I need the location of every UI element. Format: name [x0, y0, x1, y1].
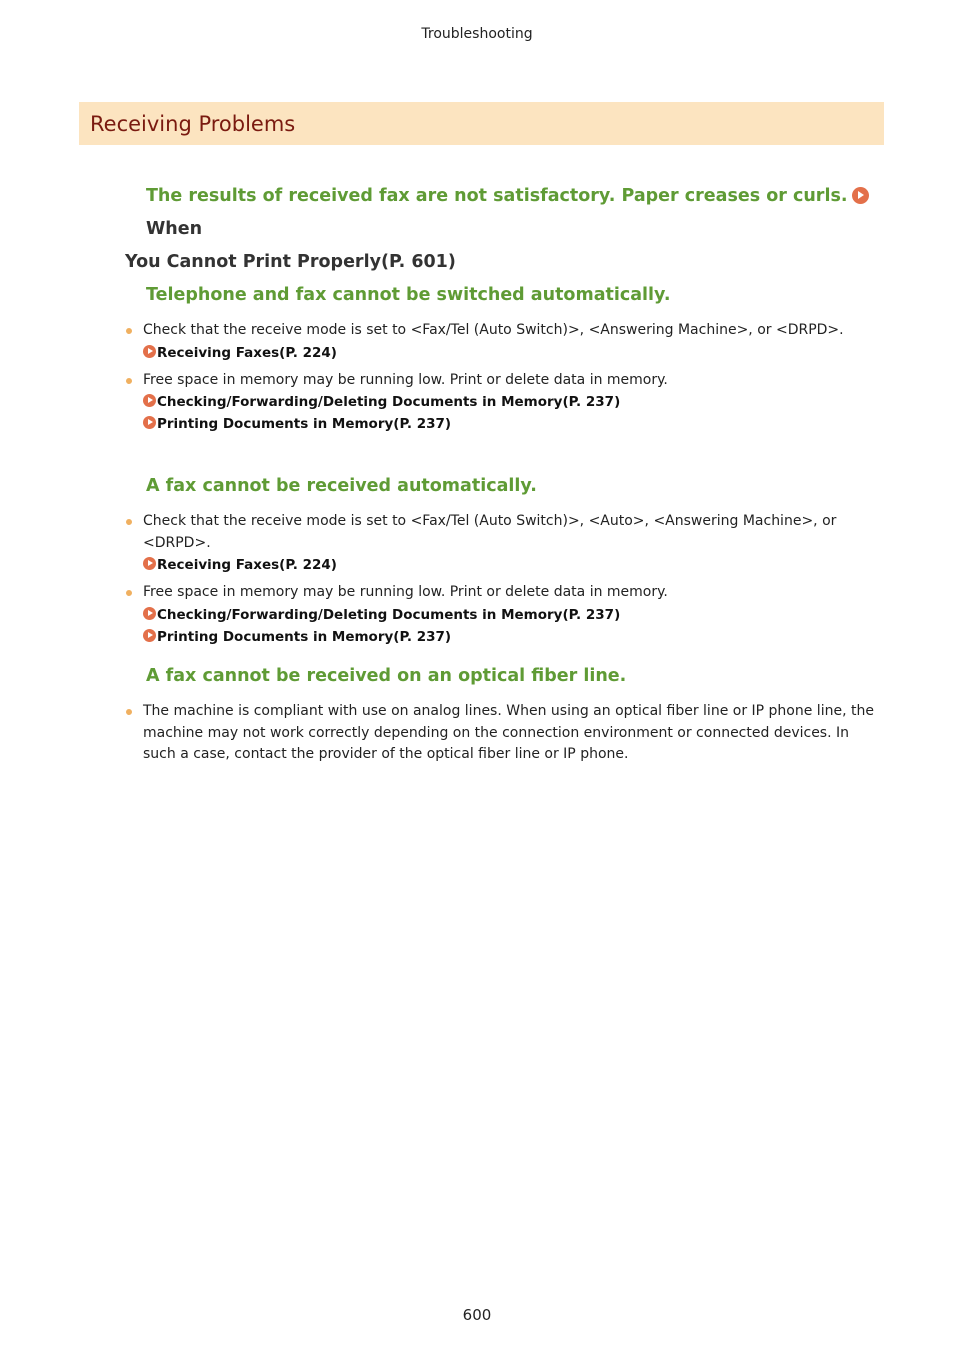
problem-auto-receive — [125, 470, 885, 654]
link-cannot-print-properly[interactable]: When — [146, 219, 203, 239]
list-item — [125, 511, 885, 576]
link-text[interactable]: Checking/Forwarding/Deleting Documents in Memory(P. 237) — [157, 606, 621, 623]
list-item-text: Free space in memory may be running low. Print or delete data in memory. — [143, 584, 668, 600]
problem-optical-fiber — [125, 660, 885, 772]
link-arrow-icon — [143, 629, 156, 642]
problem-print-quality — [125, 180, 885, 279]
link-checking-forwarding-deleting[interactable] — [143, 391, 885, 413]
section-title: Receiving Problems — [90, 111, 296, 136]
problem-auto-switch — [125, 279, 885, 441]
link-cannot-print-properly-continued[interactable]: You Cannot Print Properly(P. 601) — [125, 252, 456, 272]
problem-title: Telephone and fax cannot be switched automatically. — [146, 285, 671, 305]
problem-title: A fax cannot be received on an optical fiber line. — [146, 666, 627, 686]
link-text[interactable]: Printing Documents in Memory(P. 237) — [157, 416, 452, 432]
link-text[interactable]: Printing Documents in Memory(P. 237) — [157, 628, 452, 645]
list-item — [125, 370, 885, 436]
link-checking-forwarding-deleting[interactable] — [143, 604, 885, 626]
link-arrow-icon — [852, 187, 869, 204]
link-text[interactable]: Checking/Forwarding/Deleting Documents in Memory(P. 237) — [157, 394, 621, 410]
problem-title — [125, 180, 885, 279]
link-text[interactable]: Receiving Faxes(P. 224) — [157, 344, 337, 361]
link-printing-documents[interactable] — [143, 413, 885, 435]
bullet-list — [125, 701, 885, 766]
link-arrow-icon — [143, 607, 156, 620]
link-arrow-icon — [143, 345, 156, 358]
list-item-text: The machine is compliant with use on analog lines. When using an optical fiber line or IP phone line, the machine may not work correctly depending on the connection environment or connected devices. In such a case, contact the provider of the optical fiber line or IP phone. — [143, 703, 874, 762]
link-printing-documents[interactable] — [143, 626, 885, 648]
list-item — [125, 320, 885, 364]
running-header: Troubleshooting — [421, 26, 533, 42]
list-item-text: Free space in memory may be running low. Print or delete data in memory. — [143, 371, 668, 388]
problem-title: A fax cannot be received automatically. — [146, 476, 537, 496]
bullet-list — [125, 511, 885, 648]
link-arrow-icon — [143, 557, 156, 570]
link-receiving-faxes[interactable] — [143, 342, 885, 364]
link-text[interactable]: Receiving Faxes(P. 224) — [157, 557, 337, 573]
section-banner — [79, 102, 884, 145]
list-item-text: Check that the receive mode is set to <Fax/Tel (Auto Switch)>, <Auto>, <Answering Machine>, or <DRPD>. — [143, 513, 837, 551]
list-item — [125, 582, 885, 648]
link-receiving-faxes[interactable] — [143, 554, 885, 576]
link-arrow-icon — [143, 394, 156, 407]
page-number: 600 — [462, 1306, 492, 1324]
link-arrow-icon — [143, 416, 156, 429]
list-item-text: Check that the receive mode is set to <Fax/Tel (Auto Switch)>, <Answering Machine>, or <DRPD>. — [143, 322, 844, 338]
list-item — [125, 701, 885, 766]
problem-title-text: The results of received fax are not satisfactory. Paper creases or curls. — [146, 186, 848, 206]
bullet-list — [125, 320, 885, 435]
